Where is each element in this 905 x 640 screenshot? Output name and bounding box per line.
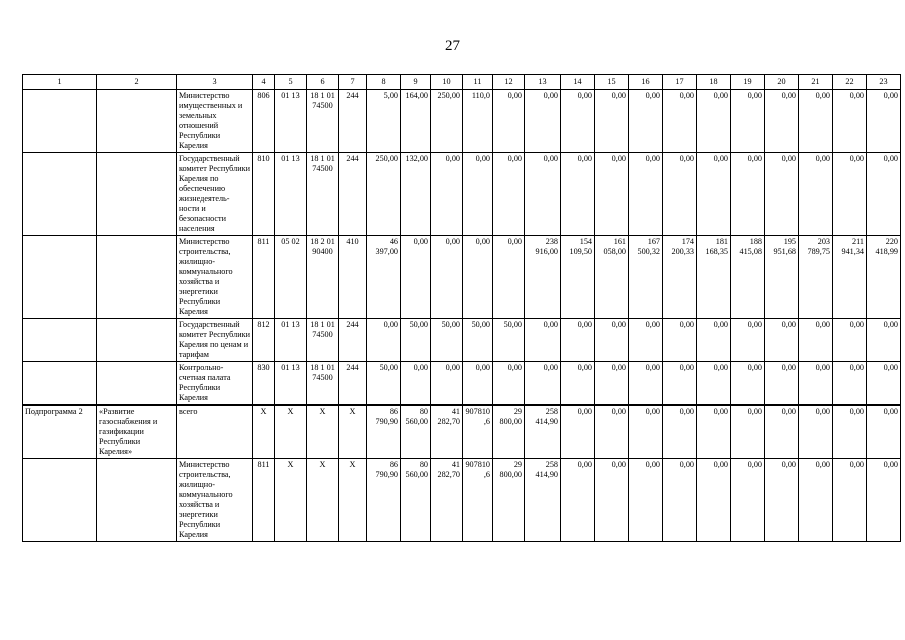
amount-cell: 0,00 — [595, 459, 629, 542]
responsible-executor-cell: Государственный комитет Республики Карелия по обеспечению жизнедеятель- ности и безопасности населения — [177, 153, 253, 236]
amount-cell: 0,00 — [663, 319, 697, 362]
grbs-code-cell: 811 — [253, 236, 275, 319]
program-cell — [23, 362, 97, 406]
amount-cell: 0,00 — [561, 362, 595, 406]
amount-cell: 50,00 — [493, 319, 525, 362]
responsible-executor-cell: Министерство строительства, жилищно- коммунального хозяйства и энергетики Республики Карелия — [177, 459, 253, 542]
amount-cell: 0,00 — [697, 90, 731, 153]
target-article-cell: 18 1 01 74500 — [307, 90, 339, 153]
amount-cell: 0,00 — [867, 459, 901, 542]
amount-cell: 0,00 — [525, 153, 561, 236]
program-cell — [23, 319, 97, 362]
program-cell — [23, 236, 97, 319]
amount-cell: 50,00 — [431, 319, 463, 362]
column-number-23: 23 — [867, 75, 901, 90]
budget-table — [22, 74, 901, 542]
amount-cell: 0,00 — [663, 459, 697, 542]
column-number-19: 19 — [731, 75, 765, 90]
table-body — [23, 75, 901, 542]
amount-cell: 0,00 — [561, 319, 595, 362]
program-name-cell — [97, 153, 177, 236]
grbs-code-cell: 830 — [253, 362, 275, 406]
column-number-10: 10 — [431, 75, 463, 90]
amount-cell: 211 941,34 — [833, 236, 867, 319]
amount-cell: 0,00 — [833, 319, 867, 362]
amount-cell: 907810 ,6 — [463, 459, 493, 542]
column-number-14: 14 — [561, 75, 595, 90]
table-row — [23, 90, 901, 153]
target-article-cell: 18 1 01 74500 — [307, 153, 339, 236]
target-article-cell: 18 1 01 74500 — [307, 362, 339, 406]
amount-cell: 0,00 — [731, 405, 765, 459]
column-number-18: 18 — [697, 75, 731, 90]
expense-type-cell: 244 — [339, 362, 367, 406]
amount-cell: 0,00 — [663, 362, 697, 406]
amount-cell: 188 415,08 — [731, 236, 765, 319]
amount-cell: 174 200,33 — [663, 236, 697, 319]
column-number-13: 13 — [525, 75, 561, 90]
amount-cell: 41 282,70 — [431, 459, 463, 542]
amount-cell: 0,00 — [799, 90, 833, 153]
amount-cell: 238 916,00 — [525, 236, 561, 319]
amount-cell: 0,00 — [463, 362, 493, 406]
amount-cell: 203 789,75 — [799, 236, 833, 319]
amount-cell: 86 790,90 — [367, 405, 401, 459]
expense-type-cell: 244 — [339, 319, 367, 362]
target-article-cell: X — [307, 405, 339, 459]
amount-cell: 0,00 — [431, 153, 463, 236]
grbs-code-cell: 811 — [253, 459, 275, 542]
amount-cell: 0,00 — [833, 153, 867, 236]
amount-cell: 161 058,00 — [595, 236, 629, 319]
amount-cell: 220 418,99 — [867, 236, 901, 319]
table-row — [23, 459, 901, 542]
table-row — [23, 236, 901, 319]
expense-type-cell: X — [339, 459, 367, 542]
expense-type-cell: X — [339, 405, 367, 459]
amount-cell: 46 397,00 — [367, 236, 401, 319]
amount-cell: 0,00 — [867, 153, 901, 236]
grbs-code-cell: 812 — [253, 319, 275, 362]
program-cell — [23, 459, 97, 542]
amount-cell: 0,00 — [833, 90, 867, 153]
amount-cell: 86 790,90 — [367, 459, 401, 542]
amount-cell: 0,00 — [697, 362, 731, 406]
amount-cell: 0,00 — [799, 405, 833, 459]
amount-cell: 164,00 — [401, 90, 431, 153]
responsible-executor-cell: Контрольно- счетная палата Республики Карелия — [177, 362, 253, 406]
amount-cell: 250,00 — [431, 90, 463, 153]
amount-cell: 5,00 — [367, 90, 401, 153]
amount-cell: 0,00 — [561, 405, 595, 459]
amount-cell: 0,00 — [663, 153, 697, 236]
responsible-executor-cell: всего — [177, 405, 253, 459]
amount-cell: 80 560,00 — [401, 459, 431, 542]
amount-cell: 0,00 — [867, 319, 901, 362]
amount-cell: 0,00 — [697, 459, 731, 542]
amount-cell: 0,00 — [561, 153, 595, 236]
column-number-17: 17 — [663, 75, 697, 90]
amount-cell: 0,00 — [629, 362, 663, 406]
amount-cell: 0,00 — [401, 236, 431, 319]
amount-cell: 0,00 — [867, 90, 901, 153]
column-number-9: 9 — [401, 75, 431, 90]
column-number-21: 21 — [799, 75, 833, 90]
amount-cell: 0,00 — [463, 153, 493, 236]
section-code-cell: X — [275, 459, 307, 542]
amount-cell: 0,00 — [493, 236, 525, 319]
column-number-15: 15 — [595, 75, 629, 90]
amount-cell: 0,00 — [697, 153, 731, 236]
column-number-6: 6 — [307, 75, 339, 90]
amount-cell: 0,00 — [629, 459, 663, 542]
column-number-1: 1 — [23, 75, 97, 90]
column-number-22: 22 — [833, 75, 867, 90]
column-number-12: 12 — [493, 75, 525, 90]
column-number-row — [23, 75, 901, 90]
amount-cell: 0,00 — [731, 90, 765, 153]
target-article-cell: 18 2 01 90400 — [307, 236, 339, 319]
amount-cell: 29 800,00 — [493, 459, 525, 542]
amount-cell: 0,00 — [629, 153, 663, 236]
program-name-cell — [97, 236, 177, 319]
amount-cell: 0,00 — [731, 319, 765, 362]
amount-cell: 29 800,00 — [493, 405, 525, 459]
amount-cell: 258 414,90 — [525, 459, 561, 542]
amount-cell: 0,00 — [629, 405, 663, 459]
column-number-11: 11 — [463, 75, 493, 90]
target-article-cell: 18 1 01 74500 — [307, 319, 339, 362]
amount-cell: 0,00 — [595, 90, 629, 153]
grbs-code-cell: 810 — [253, 153, 275, 236]
amount-cell: 0,00 — [731, 362, 765, 406]
table-row — [23, 319, 901, 362]
responsible-executor-cell: Министерство строительства, жилищно- коммунального хозяйства и энергетики Республики Карелия — [177, 236, 253, 319]
amount-cell: 0,00 — [525, 362, 561, 406]
program-name-cell — [97, 362, 177, 406]
program-cell: Подпрограмма 2 — [23, 405, 97, 459]
amount-cell: 0,00 — [867, 362, 901, 406]
amount-cell: 0,00 — [595, 362, 629, 406]
responsible-executor-cell: Государственный комитет Республики Карелия по ценам и тарифам — [177, 319, 253, 362]
amount-cell: 0,00 — [799, 153, 833, 236]
column-number-5: 5 — [275, 75, 307, 90]
amount-cell: 0,00 — [833, 459, 867, 542]
amount-cell: 0,00 — [765, 362, 799, 406]
amount-cell: 41 282,70 — [431, 405, 463, 459]
amount-cell: 0,00 — [799, 319, 833, 362]
program-name-cell — [97, 90, 177, 153]
amount-cell: 50,00 — [463, 319, 493, 362]
amount-cell: 0,00 — [431, 236, 463, 319]
amount-cell: 250,00 — [367, 153, 401, 236]
amount-cell: 50,00 — [401, 319, 431, 362]
table-row — [23, 405, 901, 459]
column-number-3: 3 — [177, 75, 253, 90]
column-number-8: 8 — [367, 75, 401, 90]
amount-cell: 0,00 — [799, 362, 833, 406]
amount-cell: 0,00 — [731, 459, 765, 542]
section-code-cell: 01 13 — [275, 362, 307, 406]
program-name-cell — [97, 319, 177, 362]
section-code-cell: X — [275, 405, 307, 459]
amount-cell: 258 414,90 — [525, 405, 561, 459]
column-number-7: 7 — [339, 75, 367, 90]
amount-cell: 0,00 — [697, 319, 731, 362]
amount-cell: 154 109,50 — [561, 236, 595, 319]
amount-cell: 0,00 — [663, 405, 697, 459]
amount-cell: 132,00 — [401, 153, 431, 236]
amount-cell: 0,00 — [765, 90, 799, 153]
amount-cell: 80 560,00 — [401, 405, 431, 459]
page-number: 27 — [445, 38, 460, 54]
amount-cell: 0,00 — [697, 405, 731, 459]
table-row — [23, 153, 901, 236]
amount-cell: 0,00 — [463, 236, 493, 319]
target-article-cell: X — [307, 459, 339, 542]
amount-cell: 0,00 — [765, 405, 799, 459]
expense-type-cell: 244 — [339, 153, 367, 236]
amount-cell: 0,00 — [493, 362, 525, 406]
amount-cell: 0,00 — [561, 459, 595, 542]
responsible-executor-cell: Министерство имущественных и земельных отношений Республики Карелия — [177, 90, 253, 153]
column-number-16: 16 — [629, 75, 663, 90]
amount-cell: 110,0 — [463, 90, 493, 153]
program-cell — [23, 153, 97, 236]
amount-cell: 0,00 — [595, 153, 629, 236]
amount-cell: 0,00 — [833, 362, 867, 406]
program-name-cell — [97, 459, 177, 542]
amount-cell: 0,00 — [833, 405, 867, 459]
amount-cell: 0,00 — [493, 90, 525, 153]
amount-cell: 50,00 — [367, 362, 401, 406]
amount-cell: 0,00 — [561, 90, 595, 153]
amount-cell: 0,00 — [799, 459, 833, 542]
amount-cell: 0,00 — [525, 90, 561, 153]
amount-cell: 907810 ,6 — [463, 405, 493, 459]
section-code-cell: 01 13 — [275, 153, 307, 236]
expense-type-cell: 244 — [339, 90, 367, 153]
amount-cell: 0,00 — [765, 459, 799, 542]
amount-cell: 0,00 — [867, 405, 901, 459]
amount-cell: 0,00 — [731, 153, 765, 236]
amount-cell: 0,00 — [765, 319, 799, 362]
amount-cell: 0,00 — [663, 90, 697, 153]
amount-cell: 0,00 — [401, 362, 431, 406]
amount-cell: 0,00 — [431, 362, 463, 406]
amount-cell: 167 500,32 — [629, 236, 663, 319]
amount-cell: 0,00 — [765, 153, 799, 236]
section-code-cell: 05 02 — [275, 236, 307, 319]
amount-cell: 0,00 — [367, 319, 401, 362]
grbs-code-cell: X — [253, 405, 275, 459]
section-code-cell: 01 13 — [275, 319, 307, 362]
amount-cell: 181 168,35 — [697, 236, 731, 319]
amount-cell: 195 951,68 — [765, 236, 799, 319]
expense-type-cell: 410 — [339, 236, 367, 319]
program-cell — [23, 90, 97, 153]
column-number-2: 2 — [97, 75, 177, 90]
amount-cell: 0,00 — [525, 319, 561, 362]
amount-cell: 0,00 — [493, 153, 525, 236]
amount-cell: 0,00 — [595, 405, 629, 459]
amount-cell: 0,00 — [595, 319, 629, 362]
column-number-4: 4 — [253, 75, 275, 90]
amount-cell: 0,00 — [629, 90, 663, 153]
grbs-code-cell: 806 — [253, 90, 275, 153]
table-row — [23, 362, 901, 406]
amount-cell: 0,00 — [629, 319, 663, 362]
column-number-20: 20 — [765, 75, 799, 90]
program-name-cell: «Развитие газоснабжения и газификации Республики Карелия» — [97, 405, 177, 459]
section-code-cell: 01 13 — [275, 90, 307, 153]
